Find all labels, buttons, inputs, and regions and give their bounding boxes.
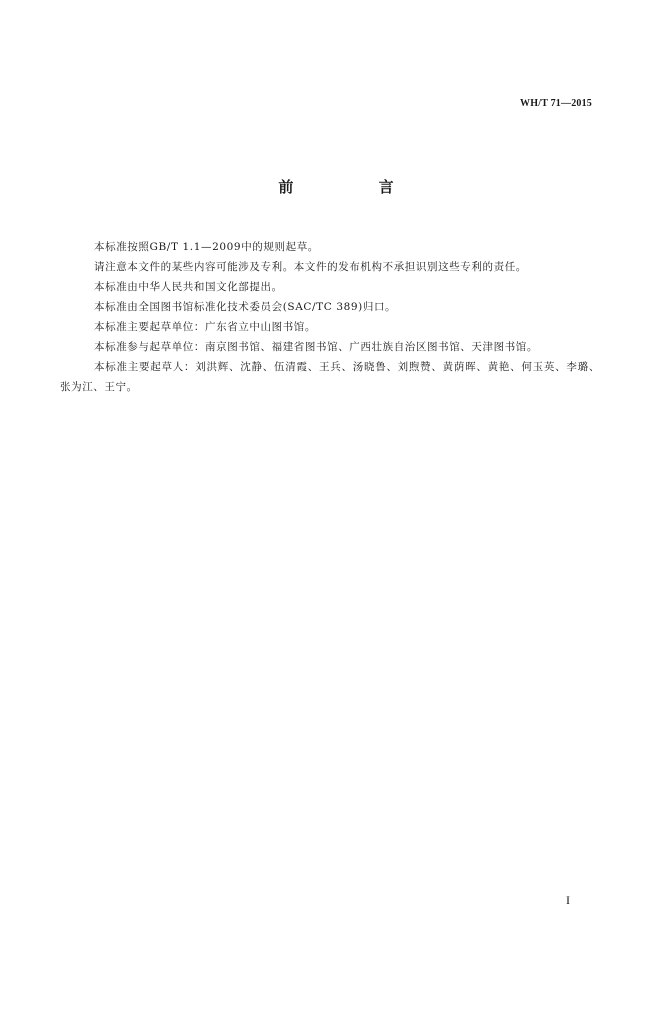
paragraph-participating-units: 本标准参与起草单位：南京图书馆、福建省图书馆、广西壮族自治区图书馆、天津图书馆。 xyxy=(94,341,538,353)
paragraph-drafting-rules: 本标准按照GB/T 1.1—2009中的规则起草。 xyxy=(94,241,319,253)
paragraph-proposer: 本标准由中华人民共和国文化部提出。 xyxy=(94,281,283,293)
foreword-title: 前 言 xyxy=(278,178,434,196)
standard-number: WH/T 71—2015 xyxy=(520,98,592,109)
foreword-body xyxy=(60,237,600,397)
paragraph-committee: 本标准由全国图书馆标准化技术委员会(SAC/TC 389)归口。 xyxy=(94,301,397,313)
paragraph-main-drafting-unit: 本标准主要起草单位：广东省立中山图书馆。 xyxy=(94,321,316,333)
page-number: I xyxy=(566,893,570,907)
paragraph-patent-notice: 请注意本文件的某些内容可能涉及专利。本文件的发布机构不承担识别这些专利的责任。 xyxy=(94,261,527,273)
paragraph-main-drafters: 本标准主要起草人：刘洪辉、沈静、伍清霞、王兵、汤晓鲁、刘煦赞、黄荫晖、黄艳、何玉英、李璐、张为江、王宁。 xyxy=(60,361,600,393)
